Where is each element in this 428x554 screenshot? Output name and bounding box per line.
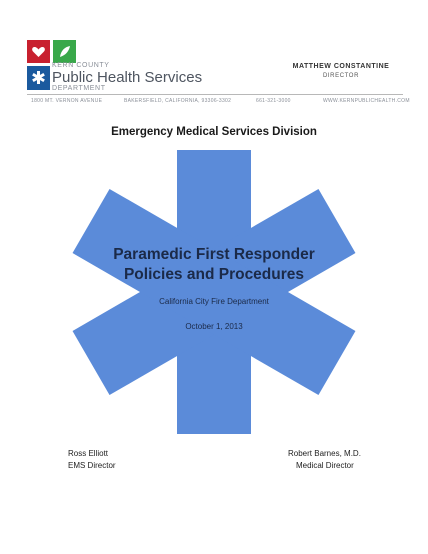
- document-title-line1: Paramedic First Responder: [113, 246, 315, 263]
- director-title: DIRECTOR: [322, 73, 360, 79]
- org-name-line1: KERN COUNTY: [52, 62, 110, 69]
- phone: 661-321-3000: [256, 98, 291, 104]
- director-name: MATTHEW CONSTANTINE: [292, 63, 390, 70]
- address: 1800 MT. VERNON AVENUE: [31, 98, 103, 104]
- right-signatory-title: Medical Director: [296, 461, 354, 470]
- division-heading: Emergency Medical Services Division: [111, 126, 317, 138]
- left-signatory-title: EMS Director: [68, 461, 116, 470]
- website: WWW.KERNPUBLICHEALTH.COM: [323, 98, 410, 104]
- org-name-line3: DEPARTMENT: [52, 85, 106, 92]
- document-title-line2: Policies and Procedures: [123, 266, 305, 283]
- org-name-line2: Public Health Services: [52, 69, 203, 86]
- city: BAKERSFIELD, CALIFORNIA, 93306-3302: [124, 98, 232, 104]
- document-date: October 1, 2013: [185, 322, 243, 331]
- right-signatory-name: Robert Barnes, M.D.: [288, 449, 361, 458]
- left-signatory-name: Ross Elliott: [68, 449, 109, 458]
- department-name: California City Fire Department: [159, 297, 269, 306]
